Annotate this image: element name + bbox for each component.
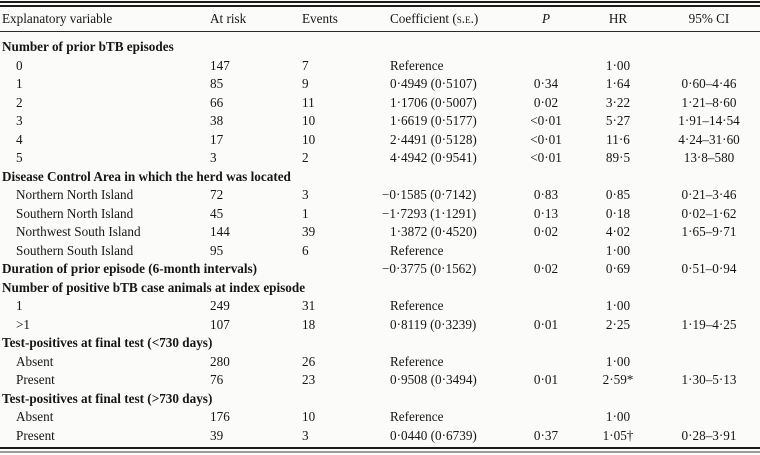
cell-at-risk: 66: [210, 94, 224, 110]
cell-hazard-ratio: 2·59*: [602, 372, 634, 388]
section-header-row: [0, 390, 760, 409]
cell-events: 1: [302, 205, 309, 221]
cell-coefficient: Reference: [390, 353, 444, 369]
col-header-coefficient-se: [388, 11, 516, 27]
cell-hazard-ratio: 0·69: [605, 261, 631, 277]
cell-coefficient: 4·4942 (0·9541): [390, 150, 477, 166]
row-label: >1: [16, 316, 31, 332]
cell-at-risk: 45: [210, 205, 224, 221]
cell-hazard-ratio: 1·00: [605, 409, 631, 425]
section-header-row: [0, 279, 760, 298]
cell-95-ci: 0·51–0·94: [681, 261, 737, 277]
coefficient-header-text: Coefficient (: [390, 11, 457, 26]
table-row: [0, 57, 760, 76]
row-label: 3: [16, 113, 23, 129]
row-label: Absent: [16, 353, 54, 369]
cell-events: 11: [302, 94, 315, 110]
table-body: [0, 38, 760, 445]
cell-coefficient: 2·4491 (0·5128): [390, 131, 477, 147]
cell-at-risk: 280: [210, 353, 230, 369]
cell-p-value: 0·01: [533, 316, 559, 332]
cell-coefficient: 0·4949 (0·5107): [390, 76, 477, 92]
cell-coefficient: Reference: [390, 242, 444, 258]
cell-p-value: 0·83: [533, 187, 559, 203]
cell-at-risk: 39: [210, 427, 224, 443]
cell-at-risk: 249: [210, 298, 230, 314]
cell-p-value: <0·01: [530, 131, 562, 147]
cell-coefficient: Reference: [390, 57, 444, 73]
cell-coefficient: −0·3775 (0·1562): [382, 261, 477, 277]
cell-95-ci: 0·60–4·46: [681, 76, 737, 92]
table-row: [0, 75, 760, 94]
cell-hazard-ratio: 1·00: [605, 298, 631, 314]
cell-p-value: <0·01: [530, 113, 562, 129]
cell-events: 7: [302, 57, 309, 73]
cell-events: 10: [302, 113, 316, 129]
row-label: Test-positives at final test (>730 days): [2, 390, 213, 406]
cell-coefficient: 1·1706 (0·5007): [390, 94, 477, 110]
row-label: Number of positive bTB case animals at index episode: [2, 279, 306, 295]
table-row: [0, 242, 760, 261]
table-row: [0, 131, 760, 150]
cell-hazard-ratio: 4·02: [605, 224, 631, 240]
cell-events: 39: [302, 224, 316, 240]
cell-at-risk: 17: [210, 131, 224, 147]
table-row: [0, 112, 760, 131]
col-header-hazard-ratio: HR: [608, 11, 628, 26]
cell-events: 6: [302, 242, 309, 258]
row-label: Disease Control Area in which the herd was located: [2, 168, 291, 184]
cell-coefficient: 1·3872 (0·4520): [390, 224, 477, 240]
cell-hazard-ratio: 1·64: [605, 76, 631, 92]
row-label: Absent: [16, 409, 54, 425]
cell-95-ci: 1·65–9·71: [681, 224, 737, 240]
cell-at-risk: 176: [210, 409, 230, 425]
cell-events: 9: [302, 76, 309, 92]
cell-p-value: <0·01: [530, 150, 562, 166]
cell-events: 26: [302, 353, 316, 369]
cell-p-value: 0·34: [533, 76, 559, 92]
row-label: 0: [16, 57, 23, 73]
row-label: 1: [16, 298, 23, 314]
cell-hazard-ratio: 1·00: [605, 242, 631, 258]
row-label: Present: [16, 427, 55, 443]
cell-hazard-ratio: 3·22: [605, 94, 631, 110]
cell-coefficient: −0·1585 (0·7142): [382, 187, 477, 203]
col-header-events: Events: [302, 11, 338, 26]
cell-events: 23: [302, 372, 316, 388]
row-label: Duration of prior episode (6-month intervals): [2, 261, 258, 277]
row-label: 1: [16, 76, 23, 92]
cell-hazard-ratio: 2·25: [605, 316, 631, 332]
section-header-row: [0, 168, 760, 187]
cell-95-ci: 0·28–3·91: [681, 427, 737, 443]
table-header-row: [0, 7, 760, 31]
header-separator-rule: [0, 31, 760, 32]
cell-hazard-ratio: 11·6: [606, 131, 630, 147]
table-row: [0, 371, 760, 390]
table-row: [0, 94, 760, 113]
cell-at-risk: 144: [210, 224, 230, 240]
row-label: 2: [16, 94, 23, 110]
cell-at-risk: 85: [210, 76, 224, 92]
section-header-row: [0, 334, 760, 353]
col-header-explanatory-variable: Explanatory variable: [2, 11, 113, 26]
cell-coefficient: Reference: [390, 409, 444, 425]
cell-at-risk: 147: [210, 57, 230, 73]
cell-events: 10: [302, 409, 316, 425]
cell-95-ci: 0·02–1·62: [681, 205, 737, 221]
col-header-p-value: P: [541, 11, 551, 26]
cell-95-ci: 1·21–8·60: [681, 94, 737, 110]
col-header-95-ci: 95% CI: [688, 11, 730, 26]
cell-hazard-ratio: 1·00: [605, 57, 631, 73]
cell-events: 3: [302, 427, 309, 443]
cell-p-value: 0·13: [533, 205, 559, 221]
cell-p-value: 0·02: [533, 94, 559, 110]
cell-coefficient: −1·7293 (1·1291): [382, 205, 477, 221]
table-row: [0, 316, 760, 335]
cell-coefficient: Reference: [390, 298, 444, 314]
cell-95-ci: 1·30–5·13: [681, 372, 737, 388]
cell-p-value: 0·02: [533, 224, 559, 240]
cell-events: 18: [302, 316, 316, 332]
cell-hazard-ratio: 1·05†: [602, 427, 634, 443]
cell-events: 10: [302, 131, 316, 147]
row-label: Northwest South Island: [16, 224, 141, 240]
cell-hazard-ratio: 89·5: [605, 150, 631, 166]
cell-at-risk: 95: [210, 242, 224, 258]
col-header-at-risk: At risk: [210, 11, 247, 26]
table-row: [0, 353, 760, 372]
cell-at-risk: 107: [210, 316, 230, 332]
cell-95-ci: 1·91–14·54: [678, 113, 740, 129]
cell-events: 2: [302, 150, 309, 166]
cell-coefficient: 0·8119 (0·3239): [390, 316, 477, 332]
cell-hazard-ratio: 1·00: [605, 353, 631, 369]
cell-p-value: 0·37: [533, 427, 559, 443]
cell-at-risk: 76: [210, 372, 224, 388]
cell-coefficient: 1·6619 (0·5177): [390, 113, 477, 129]
se-smallcaps-text: s.e.: [456, 11, 474, 26]
cell-at-risk: 3: [210, 150, 217, 166]
coefficient-header-close-paren: ): [473, 11, 479, 26]
cell-hazard-ratio: 0·18: [605, 205, 631, 221]
cell-at-risk: 38: [210, 113, 224, 129]
row-label: Northern North Island: [16, 187, 134, 203]
section-header-row: [0, 260, 760, 279]
row-label: Present: [16, 372, 55, 388]
table-row: [0, 223, 760, 242]
cell-coefficient: 0·9508 (0·3494): [390, 372, 477, 388]
table-row: [0, 427, 760, 446]
cell-p-value: 0·02: [533, 261, 559, 277]
cell-95-ci: 13·8–580: [683, 150, 735, 166]
bottom-double-rule: [0, 447, 760, 453]
row-label: 4: [16, 131, 23, 147]
row-label: Number of prior bTB episodes: [2, 39, 174, 55]
table-row: [0, 205, 760, 224]
cell-95-ci: 1·19–4·25: [681, 316, 737, 332]
cell-p-value: 0·01: [533, 372, 559, 388]
row-label: Southern North Island: [16, 205, 134, 221]
table-row: [0, 408, 760, 427]
cell-events: 3: [302, 187, 309, 203]
cell-hazard-ratio: 5·27: [605, 113, 631, 129]
row-label: 5: [16, 150, 23, 166]
table-row: [0, 297, 760, 316]
table-row: [0, 186, 760, 205]
cell-at-risk: 72: [210, 187, 224, 203]
cell-95-ci: 4·24–31·60: [678, 131, 740, 147]
table-row: [0, 149, 760, 168]
cell-coefficient: 0·0440 (0·6739): [390, 427, 477, 443]
cell-events: 31: [302, 298, 316, 314]
cell-hazard-ratio: 0·85: [605, 187, 631, 203]
row-label: Southern South Island: [16, 242, 134, 258]
cell-95-ci: 0·21–3·46: [681, 187, 737, 203]
section-header-row: [0, 38, 760, 57]
row-label: Test-positives at final test (<730 days): [2, 335, 213, 351]
